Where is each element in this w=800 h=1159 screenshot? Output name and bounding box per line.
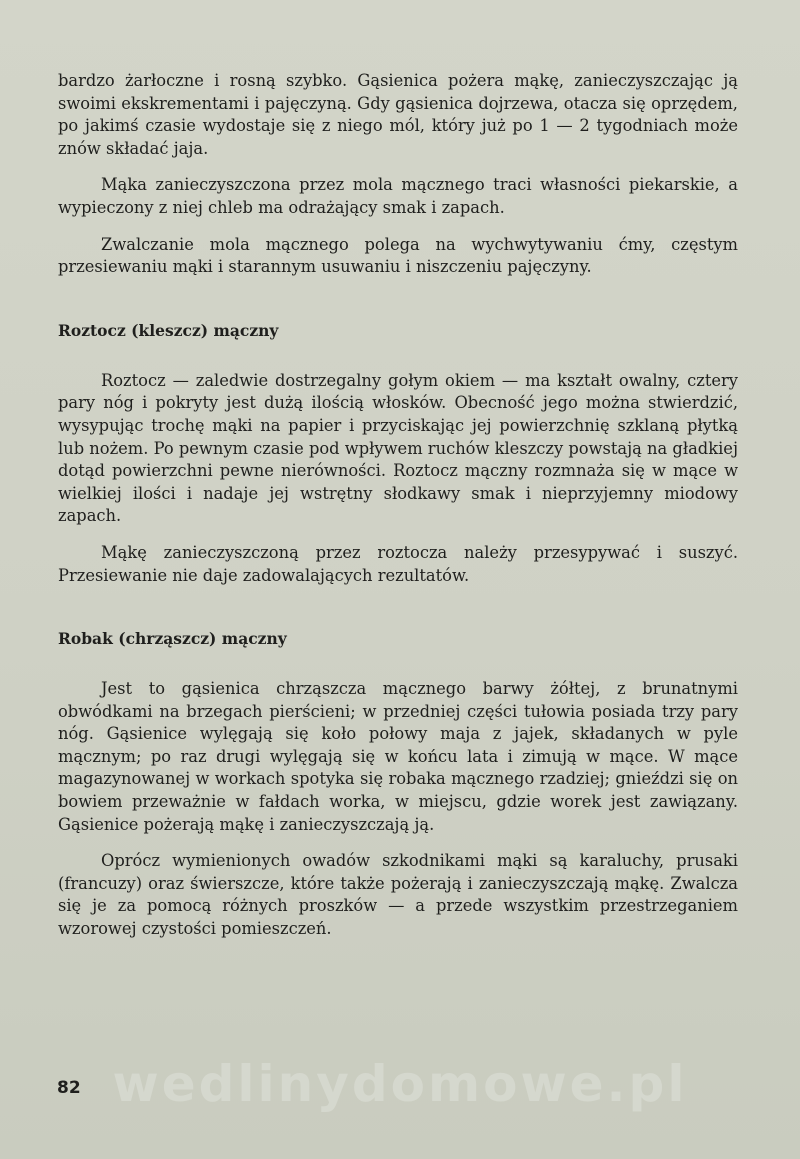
page-number: 82: [57, 1078, 81, 1098]
paragraph: Zwalczanie mola mącznego polega na wychwytywaniu ćmy, częstym przesiewaniu mąki i starannym usuwaniu i niszczeniu pajęczyny.: [58, 234, 738, 277]
paragraph: Jest to gąsienica chrząszcza mącznego barwy żółtej, z brunatnymi obwódkami na brzegach pierścieni; w przedniej części tułowia posiada trzy pary nóg. Gąsienice wylęgają się koło połowy maja z jajek, składanych w pyle mącznym; po raz drugi wylęgają się w końcu lata i zimują w mące. W mące magazynowanej w workach spotyka się robaka mącznego rzadziej; gnieździ się on bowiem przeważnie w fałdach worka, w miejscu, gdzie worek jest zawiązany. Gąsienice pożerają mąkę i zanieczyszczają ją.: [58, 679, 738, 834]
paragraph: Mąka zanieczyszczona przez mola mącznego traci własności piekarskie, a wypieczony z niej chleb ma odrażający smak i zapach.: [58, 175, 738, 217]
paragraph: bardzo żarłoczne i rosną szybko. Gąsienica pożera mąkę, zanieczyszczając ją swoimi ekskrementami i pajęczyną. Gdy gąsienica dojrzewa, otacza się oprzędem, po jakimś czasie wydostaje się z niego mól, który już po 1 — 2 tygodniach może znów składać jaja.: [58, 71, 738, 158]
paragraph: Oprócz wymienionych owadów szkodnikami mąki są karaluchy, prusaki (francuzy) oraz świerszcze, które także pożerają i zanieczyszczają mąkę. Zwalcza się je za pomocą różnych proszków — a przede wszystkim przestrzeganiem wzorowej czystości pomieszczeń.: [58, 851, 738, 939]
page-content: [58, 70, 738, 941]
paragraph: Mąkę zanieczyszczoną przez roztocza należy przesypywać i suszyć. Przesiewanie nie daje zadowalających rezultatów.: [58, 542, 738, 585]
watermark: wedlinydomowe.pl: [112, 1055, 688, 1113]
paragraph: Roztocz — zaledwie dostrzegalny gołym okiem — ma kształt owalny, cztery pary nóg i pokryty jest dużą ilością włosków. Obecność jego można stwierdzić, wysypując trochę mąki na papier i przyciskając jej powierzchnię szklaną płytką lub nożem. Po pewnym czasie pod wpływem ruchów kleszczy powstają na gładkiej dotąd powierzchni pewne nierówności. Roztocz mączny rozmnaża się w mące w wielkiej ilości i nadaje jej wstrętny słodkawy smak i nieprzyjemny miodowy zapach.: [58, 370, 738, 526]
section-heading-roztocz: Roztocz (kleszcz) mączny: [58, 320, 279, 340]
section-heading-robak: Robak (chrząszcz) mączny: [58, 629, 287, 649]
